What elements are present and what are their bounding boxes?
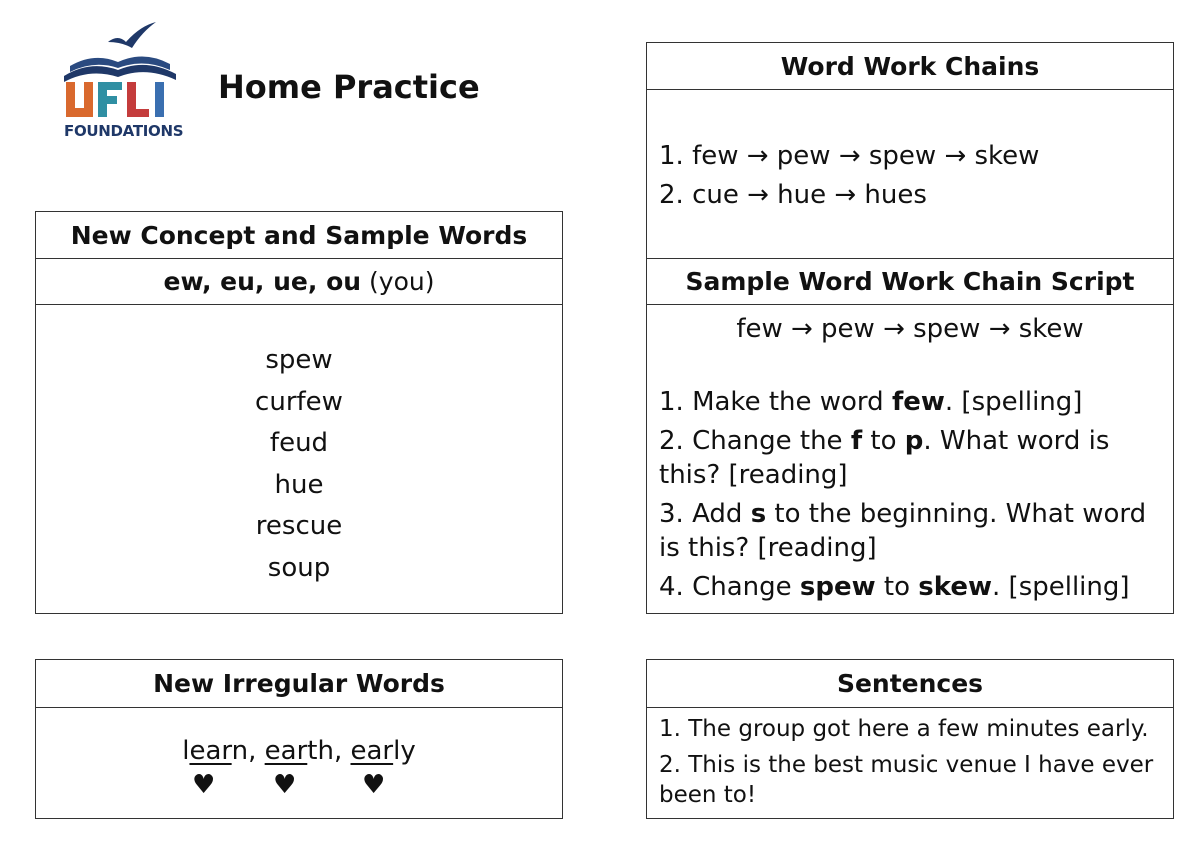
chain-list — [647, 90, 1173, 215]
heart-icon: ♥ — [362, 770, 386, 800]
irregular-words-row: learn, earth, early — [182, 736, 416, 766]
logo-subtext: FOUNDATIONS — [64, 122, 184, 140]
chain-script-title: Sample Word Work Chain Script — [647, 259, 1173, 305]
sample-word: spew — [265, 345, 333, 375]
sentences-list — [647, 708, 1173, 810]
word-work-chains-panel — [646, 42, 1174, 259]
irregular-word-early: early — [350, 736, 416, 766]
heart-icon: ♥ — [273, 770, 297, 800]
sentence-item: 2. This is the best music venue I have ever been to! — [659, 752, 1154, 808]
pattern-spellings: ew, eu, ue, ou — [163, 267, 362, 296]
script-steps — [647, 385, 1173, 604]
chain-item: 1. few → pew → spew → skew — [659, 141, 1040, 171]
page-title: Home Practice — [218, 68, 480, 106]
irregular-words-panel — [35, 659, 563, 819]
irregular-word-earth: earth — [264, 736, 334, 766]
script-chain: few → pew → spew → skew — [736, 314, 1084, 344]
new-concept-panel — [35, 211, 563, 614]
pattern-sound: (you) — [369, 267, 435, 296]
irregular-words-title: New Irregular Words — [36, 660, 562, 708]
chain-item: 2. cue → hue → hues — [659, 180, 927, 210]
script-step-2: 2. Change the f to p. What word is this? [reading] — [659, 426, 1110, 490]
script-step-3: 3. Add s to the beginning. What word is this? [reading] — [659, 499, 1147, 563]
sentence-item: 1. The group got here a few minutes early. — [659, 716, 1149, 742]
sentences-panel — [646, 659, 1174, 819]
sample-word: curfew — [255, 386, 343, 417]
sample-word: feud — [269, 428, 329, 459]
chain-script-panel — [646, 258, 1174, 614]
word-work-chains-title: Word Work Chains — [647, 43, 1173, 90]
sample-word: hue — [274, 469, 324, 500]
sample-word: rescue — [255, 511, 343, 542]
sample-word: soup — [267, 552, 331, 583]
sample-words-list — [36, 305, 562, 590]
script-step-1: 1. Make the word few. [spelling] — [659, 387, 1083, 417]
concept-pattern — [36, 259, 562, 305]
sentences-title: Sentences — [647, 660, 1173, 708]
new-concept-title: New Concept and Sample Words — [36, 212, 562, 259]
irregular-word-learn: learn — [182, 736, 249, 766]
script-step-4: 4. Change spew to skew. [spelling] — [659, 572, 1130, 602]
ufli-foundations-logo — [60, 20, 184, 145]
heart-icon: ♥ — [192, 770, 216, 800]
